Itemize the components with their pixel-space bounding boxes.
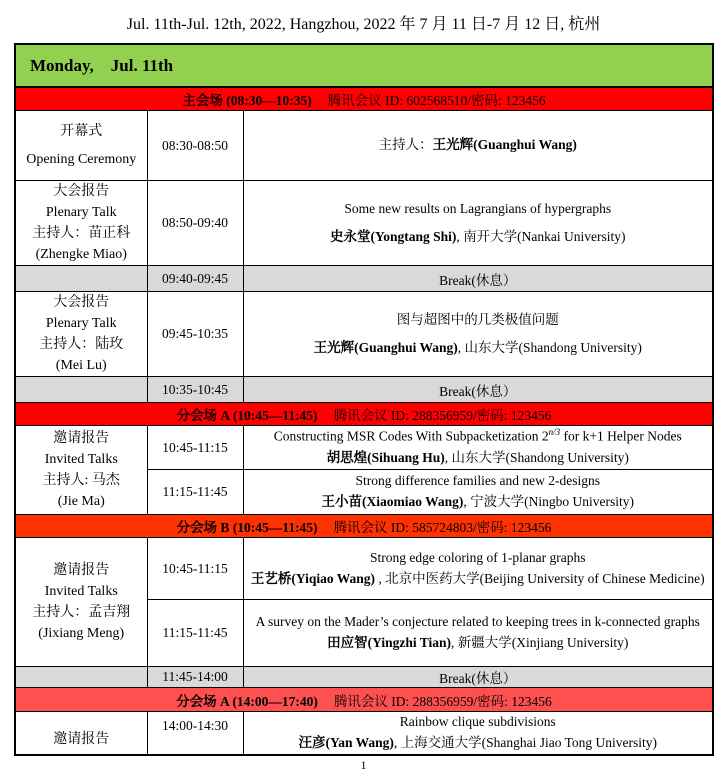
talk-title: Strong difference families and new 2-designs (355, 473, 601, 489)
main-venue-banner-row (15, 87, 713, 111)
schedule-table (14, 43, 714, 756)
side-line: Plenary Talk (45, 205, 117, 220)
venue-label: 分会场 B (10:45—11:45) (176, 520, 318, 535)
venue-label: 分会场 A (10:45—11:45) (176, 408, 318, 423)
break-label: Break(休息） (243, 377, 713, 403)
speaker-line (248, 733, 709, 754)
opening-ceremony-row (15, 111, 713, 181)
session-type-cell (15, 538, 147, 667)
main-venue-banner (15, 87, 713, 111)
time-cell: 09:45-10:35 (147, 292, 243, 377)
time-cell: 11:15-11:45 (147, 470, 243, 515)
side-line: 主持人：陆玫 (39, 337, 124, 352)
session-content-cell (243, 600, 713, 667)
side-line: (Zhengke Miao) (35, 247, 127, 262)
host-line (248, 135, 709, 156)
speaker-line (248, 492, 709, 513)
speaker-affiliation: , 新疆大学(Xinjiang University) (451, 635, 629, 650)
session-a-banner-row (15, 403, 713, 426)
break-side-cell (15, 377, 147, 403)
speaker-name: 王小苗(Xiaomiao Wang) (321, 494, 464, 509)
meeting-info: 腾讯会议 ID: 288356959/密码: 123456 (333, 408, 552, 423)
time-cell: 14:00-14:30 (147, 712, 243, 755)
break-side-cell (15, 266, 147, 292)
side-line: 主持人：孟吉翔 (32, 605, 131, 620)
break-side-cell (15, 667, 147, 688)
session-b-banner (15, 515, 713, 538)
side-line: 主持人: 马杰 (42, 473, 120, 488)
break-row (15, 667, 713, 688)
speaker-affiliation: , 上海交通大学(Shanghai Jiao Tong University) (393, 734, 658, 750)
speaker-affiliation: , 山东大学(Shandong University) (444, 449, 629, 465)
speaker-affiliation: , 宁波大学(Ningbo University) (463, 494, 634, 509)
time-cell: 10:45-11:15 (147, 538, 243, 600)
speaker-name: 史永堂(Yongtang Shi) (330, 229, 457, 244)
talk-title: Strong edge coloring of 1-planar graphs (369, 549, 586, 565)
page-number: 1 (360, 757, 367, 772)
talk-title: Rainbow clique subdivisions (399, 714, 556, 729)
time-cell: 11:45-14:00 (147, 667, 243, 688)
meeting-info: 腾讯会议 ID: 585724803/密码: 123456 (333, 520, 552, 535)
session-type-cell (15, 292, 147, 377)
day-header-row (15, 44, 713, 87)
speaker-name: 王艺桥(Yiqiao Wang) (250, 570, 376, 586)
session-content-cell (243, 538, 713, 600)
time-cell: 11:15-11:45 (147, 600, 243, 667)
session-content-cell (243, 470, 713, 515)
side-line: (Jie Ma) (57, 494, 105, 509)
invited-b-row-1 (15, 538, 713, 600)
side-line: 邀请报告 (53, 731, 110, 747)
speaker-line (248, 448, 709, 469)
meeting-info: 腾讯会议 ID: 288356959/密码: 123456 (333, 693, 552, 709)
side-line: 大会报告 (53, 184, 110, 199)
session-type-cell (15, 712, 147, 755)
time-cell: 08:50-09:40 (147, 181, 243, 266)
talk-title: A survey on the Mader’s conjecture related to keeping trees in k-connected graphs (255, 614, 700, 630)
meeting-info: 腾讯会议 ID: 602568510/密码: 123456 (327, 93, 546, 108)
invited-a2-row-1 (15, 712, 713, 755)
talk-title: Some new results on Lagrangians of hypergraphs (344, 200, 612, 216)
side-line: (Mei Lu) (55, 358, 107, 373)
conference-title: Jul. 11th-Jul. 12th, 2022, Hangzhou, 2022 年 7 月 11 日-7 月 12 日, 杭州 (126, 16, 601, 33)
time-cell: 10:35-10:45 (147, 377, 243, 403)
superscript-exponent: n/3 (548, 427, 561, 438)
host-prefix: 主持人： (378, 137, 433, 153)
host-name: 王光辉(Guanghui Wang) (432, 137, 577, 153)
side-line: (Jixiang Meng) (38, 626, 125, 641)
session-type-cell (15, 111, 147, 181)
side-line: 开幕式 (60, 124, 103, 140)
session-a2-banner (15, 688, 713, 712)
session-type-cell (15, 426, 147, 515)
talk-title: Constructing MSR Codes With Subpacketization $2^{n/3}$ for k+1 Helper Nodes (273, 427, 682, 444)
session-content-cell (243, 712, 713, 755)
break-row (15, 377, 713, 403)
side-line: 邀请报告 (53, 431, 110, 446)
speaker-name: 胡思煌(Sihuang Hu) (326, 449, 445, 465)
session-b-banner-row (15, 515, 713, 538)
invited-a-row-1 (15, 426, 713, 470)
speaker-affiliation: , 北京中医药大学(Beijing University of Chinese Medicine) (375, 570, 705, 586)
session-content-cell (243, 292, 713, 377)
side-line: 主持人：苗正科 (32, 226, 131, 241)
speaker-name: 王光辉(Guanghui Wang) (313, 340, 458, 355)
break-row (15, 266, 713, 292)
time-cell: 09:40-09:45 (147, 266, 243, 292)
speaker-affiliation: , 山东大学(Shandong University) (457, 340, 642, 355)
side-line: Invited Talks (44, 452, 118, 467)
plenary-talk-1-row (15, 181, 713, 266)
speaker-affiliation: , 南开大学(Nankai University) (456, 229, 626, 244)
speaker-line (248, 334, 709, 362)
speaker-name: 田应智(Yingzhi Tian) (327, 635, 452, 650)
day-header: Monday, Jul. 11th (15, 44, 713, 87)
time-cell: 08:30-08:50 (147, 111, 243, 181)
speaker-name: 汪彦(Yan Wang) (298, 734, 394, 750)
side-line: 大会报告 (53, 295, 110, 310)
session-a-banner (15, 403, 713, 426)
venue-label: 分会场 A (14:00—17:40) (176, 693, 318, 709)
session-content-cell (243, 111, 713, 181)
session-content-cell (243, 426, 713, 470)
session-content-cell (243, 181, 713, 266)
break-label: Break(休息） (243, 266, 713, 292)
session-a2-banner-row (15, 688, 713, 712)
speaker-line (248, 633, 709, 654)
venue-label: 主会场 (08:30—10:35) (182, 93, 312, 108)
side-line: Invited Talks (44, 584, 118, 599)
speaker-line (248, 569, 709, 590)
talk-title: 图与超图中的几类极值问题 (396, 311, 559, 327)
session-type-cell (15, 181, 147, 266)
side-line: 邀请报告 (53, 563, 110, 578)
side-line: Plenary Talk (45, 316, 117, 331)
time-cell: 10:45-11:15 (147, 426, 243, 470)
side-line: Opening Ceremony (26, 151, 137, 167)
plenary-talk-2-row (15, 292, 713, 377)
speaker-line (248, 223, 709, 251)
break-label: Break(休息） (243, 667, 713, 688)
